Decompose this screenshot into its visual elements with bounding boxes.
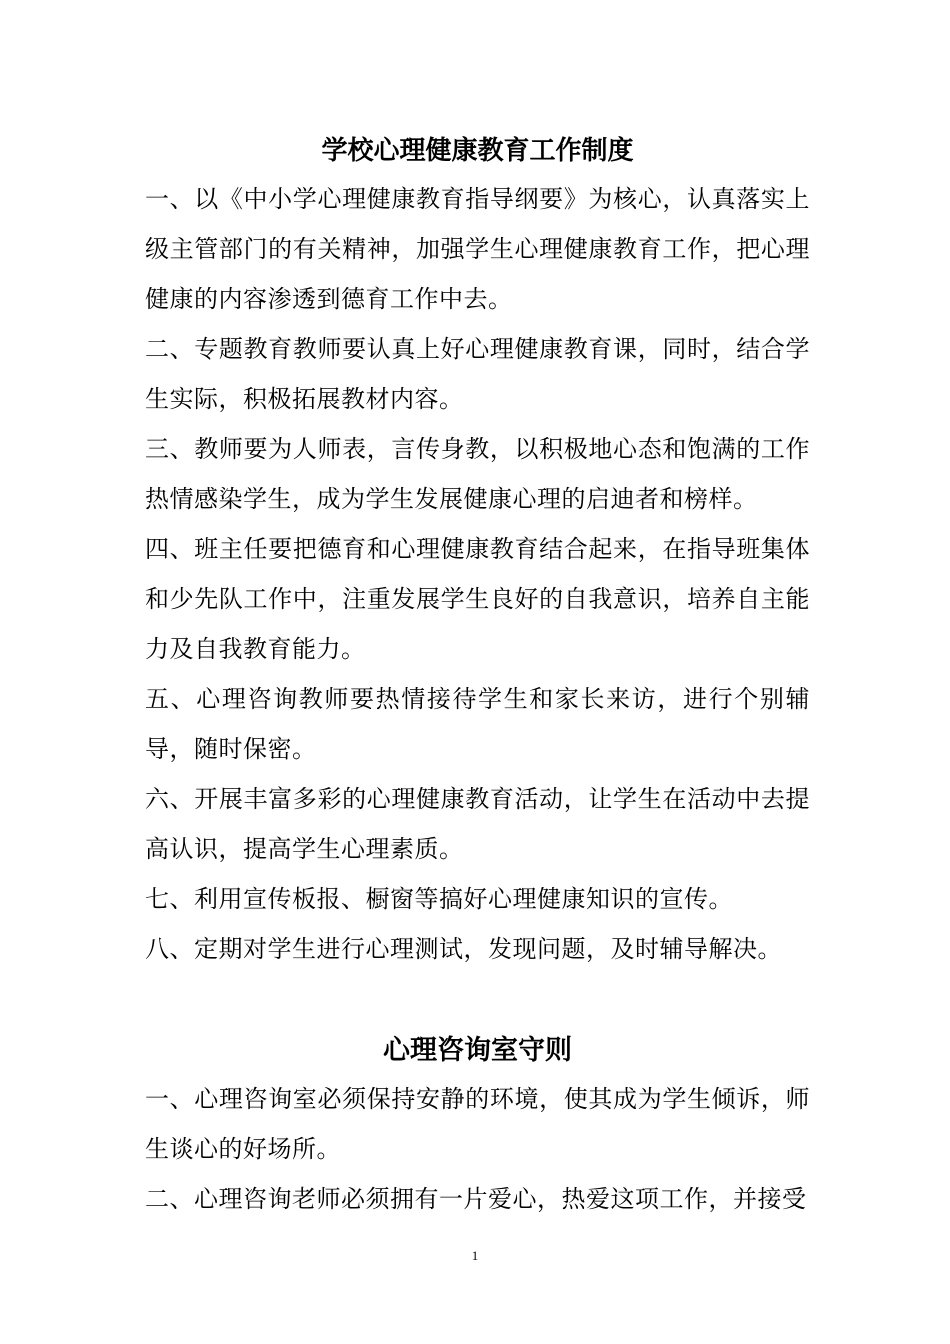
- section2-title: 心理咨询室守则: [383, 1035, 572, 1066]
- section2-paragraph-1: 一、心理咨询室必须保持安静的环境，使其成为学生倾诉，师生谈心的好场所。: [145, 1085, 810, 1163]
- section1-paragraph-5: 五、心理咨询教师要热情接待学生和家长来访，进行个别辅导，随时保密。: [145, 685, 810, 763]
- section1-paragraph-3: 三、教师要为人师表，言传身教，以积极地心态和饱满的工作热情感染学生，成为学生发展健康心理的启迪者和榜样。: [145, 435, 810, 513]
- page-number: 1: [471, 1248, 479, 1263]
- document-body: [145, 128, 810, 1224]
- section1-paragraph-7: 七、利用宣传板报、橱窗等搞好心理健康知识的宣传。: [145, 885, 733, 913]
- section1-paragraph-4: 四、班主任要把德育和心理健康教育结合起来，在指导班集体和少先队工作中，注重发展学生良好的自我意识，培养自主能力及自我教育能力。: [145, 535, 810, 663]
- section1-paragraph-8: 八、定期对学生进行心理测试，发现问题，及时辅导解决。: [145, 935, 782, 963]
- section1-paragraph-2: 二、专题教育教师要认真上好心理健康教育课，同时，结合学生实际，积极拓展教材内容。: [145, 335, 810, 413]
- section2-paragraph-2: 二、心理咨询老师必须拥有一片爱心，热爱这项工作，并接受: [145, 1185, 807, 1213]
- section1-paragraph-1: 一、以《中小学心理健康教育指导纲要》为核心，认真落实上级主管部门的有关精神，加强学生心理健康教育工作，把心理健康的内容渗透到德育工作中去。: [145, 185, 810, 313]
- section1-paragraph-6: 六、开展丰富多彩的心理健康教育活动，让学生在活动中去提高认识，提高学生心理素质。: [145, 785, 810, 863]
- section1-title: 学校心理健康教育工作制度: [321, 136, 634, 166]
